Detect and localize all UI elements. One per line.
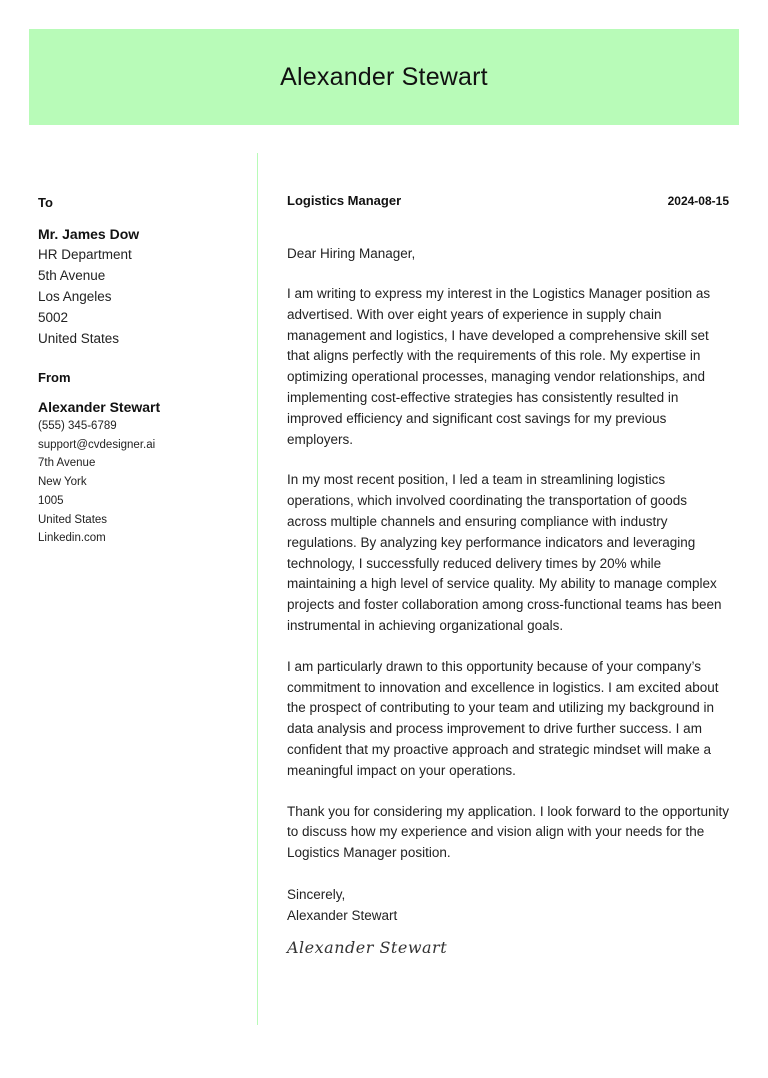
sender-linkedin: Linkedin.com	[38, 532, 106, 545]
from-section-title: From	[38, 370, 71, 385]
signature: Alexander Stewart	[287, 937, 448, 957]
recipient-department: HR Department	[38, 247, 132, 262]
recipient-street: 5th Avenue	[38, 268, 106, 283]
sender-phone: (555) 345-6789	[38, 420, 117, 432]
paragraph: In my most recent position, I led a team in streamlining logistics operations, which involved coordinating the transportation of goods across multiple channels and ensuring compliance with industry regulations. By analyzing key performance indicators and leveraging technology, I successfully reduced delivery times by 20% while maintaining a high level of service quality. My ability to manage complex projects and foster collaboration among cross-functional teams has been instrumental in achieving organizational goals.	[287, 472, 722, 633]
letter-date: 2024-08-15	[667, 194, 729, 208]
closing: Sincerely,	[287, 886, 346, 902]
job-title: Logistics Manager	[287, 193, 402, 208]
closing-name: Alexander Stewart	[287, 907, 398, 923]
recipient-name: Mr. James Dow	[38, 226, 140, 242]
column-divider	[257, 153, 258, 1025]
letter-body	[287, 192, 729, 957]
salutation: Dear Hiring Manager,	[287, 246, 416, 261]
header-banner	[29, 29, 739, 125]
letter-topline	[287, 192, 729, 210]
sidebar	[38, 192, 243, 548]
recipient-zip: 5002	[38, 310, 69, 325]
sender-street: 7th Avenue	[38, 457, 96, 470]
recipient-city: Los Angeles	[38, 289, 112, 304]
sender-zip: 1005	[38, 494, 64, 507]
to-section-title: To	[38, 195, 53, 210]
paragraph: I am writing to express my interest in the Logistics Manager position as advertised. With over eight years of experience in supply chain management and logistics, I have developed a comprehensive skill set that aligns perfectly with the requirements of this role. My expertise in optimizing operational processes, managing vendor relationships, and implementing cost-effective strategies has consistently resulted in improved efficiency and significant cost savings for my previous employers.	[287, 286, 711, 447]
sender-country: United States	[38, 513, 108, 526]
paragraph: I am particularly drawn to this opportunity because of your company’s commitment to innovation and excellence in logistics. I am excited about the prospect of contributing to your team and utilizing my background in data analysis and process improvement to drive further success. I am confident that my proactive approach and strategic mindset will make a meaningful impact on your operations.	[287, 658, 719, 778]
recipient-country: United States	[38, 331, 120, 346]
applicant-name: Alexander Stewart	[280, 62, 488, 91]
sender-city: New York	[38, 476, 87, 489]
paragraph: Thank you for considering my application. I look forward to the opportunity to discuss how my experience and vision align with your needs for the Logistics Manager position.	[287, 803, 729, 861]
sender-email: support@cvdesigner.ai	[38, 438, 156, 451]
sender-name: Alexander Stewart	[38, 399, 161, 415]
